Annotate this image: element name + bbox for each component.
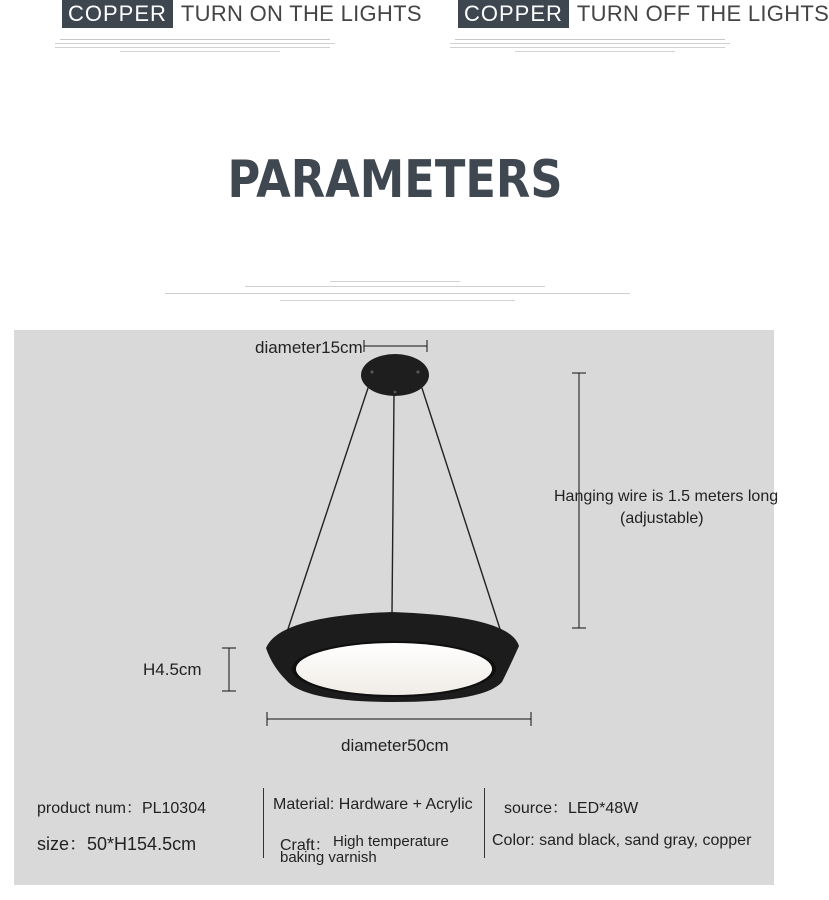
height-label: H4.5cm [143, 660, 202, 679]
top-diameter-label: diameter15cm [255, 338, 363, 357]
wire-adjustable-label: (adjustable) [620, 510, 704, 527]
hanging-wires [288, 382, 500, 629]
parameters-panel [14, 330, 779, 885]
spec-divider-1 [263, 788, 264, 858]
ceiling-canopy [361, 354, 429, 396]
craft-value-line2: baking varnish [280, 849, 377, 866]
header-right-badge: COPPER [458, 0, 569, 28]
wire-length-label: Hanging wire is 1.5 meters long [554, 488, 779, 505]
material: Material: Hardware + Acrylic [273, 796, 473, 813]
lamp-lens [296, 643, 492, 695]
bottom-diameter-label: diameter50cm [341, 736, 449, 755]
light-source: source：LED*48W [504, 800, 639, 817]
product-size: size：50*H154.5cm [37, 834, 197, 854]
height-marker [222, 648, 236, 691]
product-number: product num：PL10304 [37, 800, 207, 817]
section-title: PARAMETERS [227, 150, 563, 210]
craft-value-line1: High temperature [333, 833, 449, 850]
top-diameter-marker [364, 340, 427, 352]
header-right [458, 0, 829, 28]
craft-label: Craft： [280, 837, 331, 854]
bottom-diameter-marker [267, 712, 531, 726]
header-left-badge: COPPER [62, 0, 173, 28]
lamp-ring [266, 612, 519, 702]
header-left-text: TURN ON THE LIGHTS [180, 1, 422, 26]
spec-divider-2 [484, 788, 485, 858]
header-right-text: TURN OFF THE LIGHTS [576, 1, 829, 26]
header-left [62, 0, 422, 28]
color-options: Color: sand black, sand gray, copper [492, 832, 752, 849]
